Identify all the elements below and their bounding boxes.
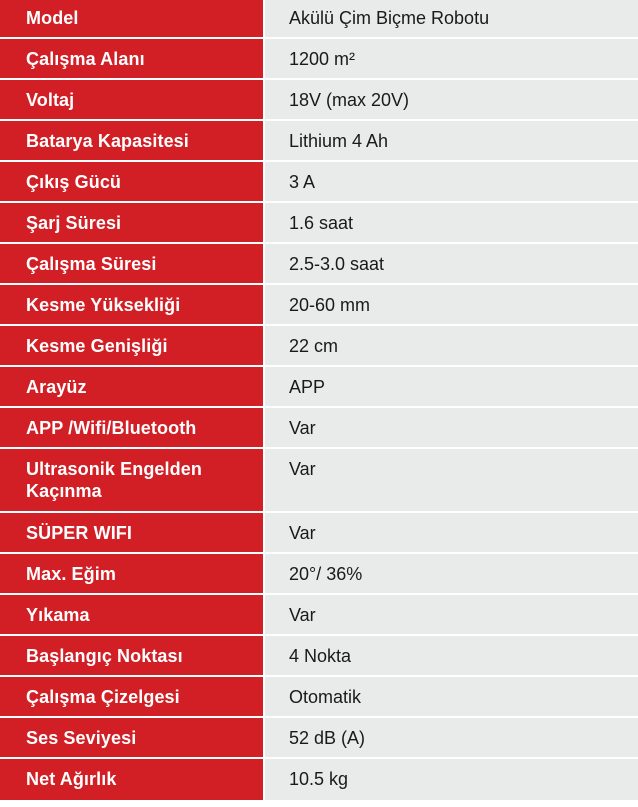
spec-value: 1.6 saat [265, 203, 638, 244]
spec-value: Var [265, 408, 638, 449]
spec-label: Çıkış Gücü [0, 162, 265, 203]
spec-label: Batarya Kapasitesi [0, 121, 265, 162]
spec-label: Kesme Genişliği [0, 326, 265, 367]
spec-label: Şarj Süresi [0, 203, 265, 244]
spec-label: SÜPER WIFI [0, 513, 265, 554]
spec-value: 18V (max 20V) [265, 80, 638, 121]
spec-label: Çalışma Çizelgesi [0, 677, 265, 718]
spec-label: Çalışma Alanı [0, 39, 265, 80]
spec-value: 10.5 kg [265, 759, 638, 800]
spec-label: Voltaj [0, 80, 265, 121]
spec-label: Başlangıç Noktası [0, 636, 265, 677]
spec-value: 2.5-3.0 saat [265, 244, 638, 285]
spec-label: Ses Seviyesi [0, 718, 265, 759]
spec-label: Ultrasonik Engelden Kaçınma [0, 449, 265, 513]
spec-label: Max. Eğim [0, 554, 265, 595]
spec-value: Var [265, 513, 638, 554]
spec-value: 20-60 mm [265, 285, 638, 326]
spec-value: Otomatik [265, 677, 638, 718]
spec-value: Akülü Çim Biçme Robotu [265, 0, 638, 39]
spec-value: Var [265, 595, 638, 636]
spec-value: 1200 m² [265, 39, 638, 80]
spec-value: APP [265, 367, 638, 408]
spec-label: Arayüz [0, 367, 265, 408]
spec-value: 20°/ 36% [265, 554, 638, 595]
spec-label: Net Ağırlık [0, 759, 265, 800]
spec-label: Model [0, 0, 265, 39]
spec-value: 3 A [265, 162, 638, 203]
spec-label: Yıkama [0, 595, 265, 636]
spec-value: Lithium 4 Ah [265, 121, 638, 162]
spec-label: Kesme Yüksekliği [0, 285, 265, 326]
spec-value: Var [265, 449, 638, 513]
spec-value: 4 Nokta [265, 636, 638, 677]
spec-value: 22 cm [265, 326, 638, 367]
spec-label: APP /Wifi/Bluetooth [0, 408, 265, 449]
spec-label: Çalışma Süresi [0, 244, 265, 285]
spec-value: 52 dB (A) [265, 718, 638, 759]
